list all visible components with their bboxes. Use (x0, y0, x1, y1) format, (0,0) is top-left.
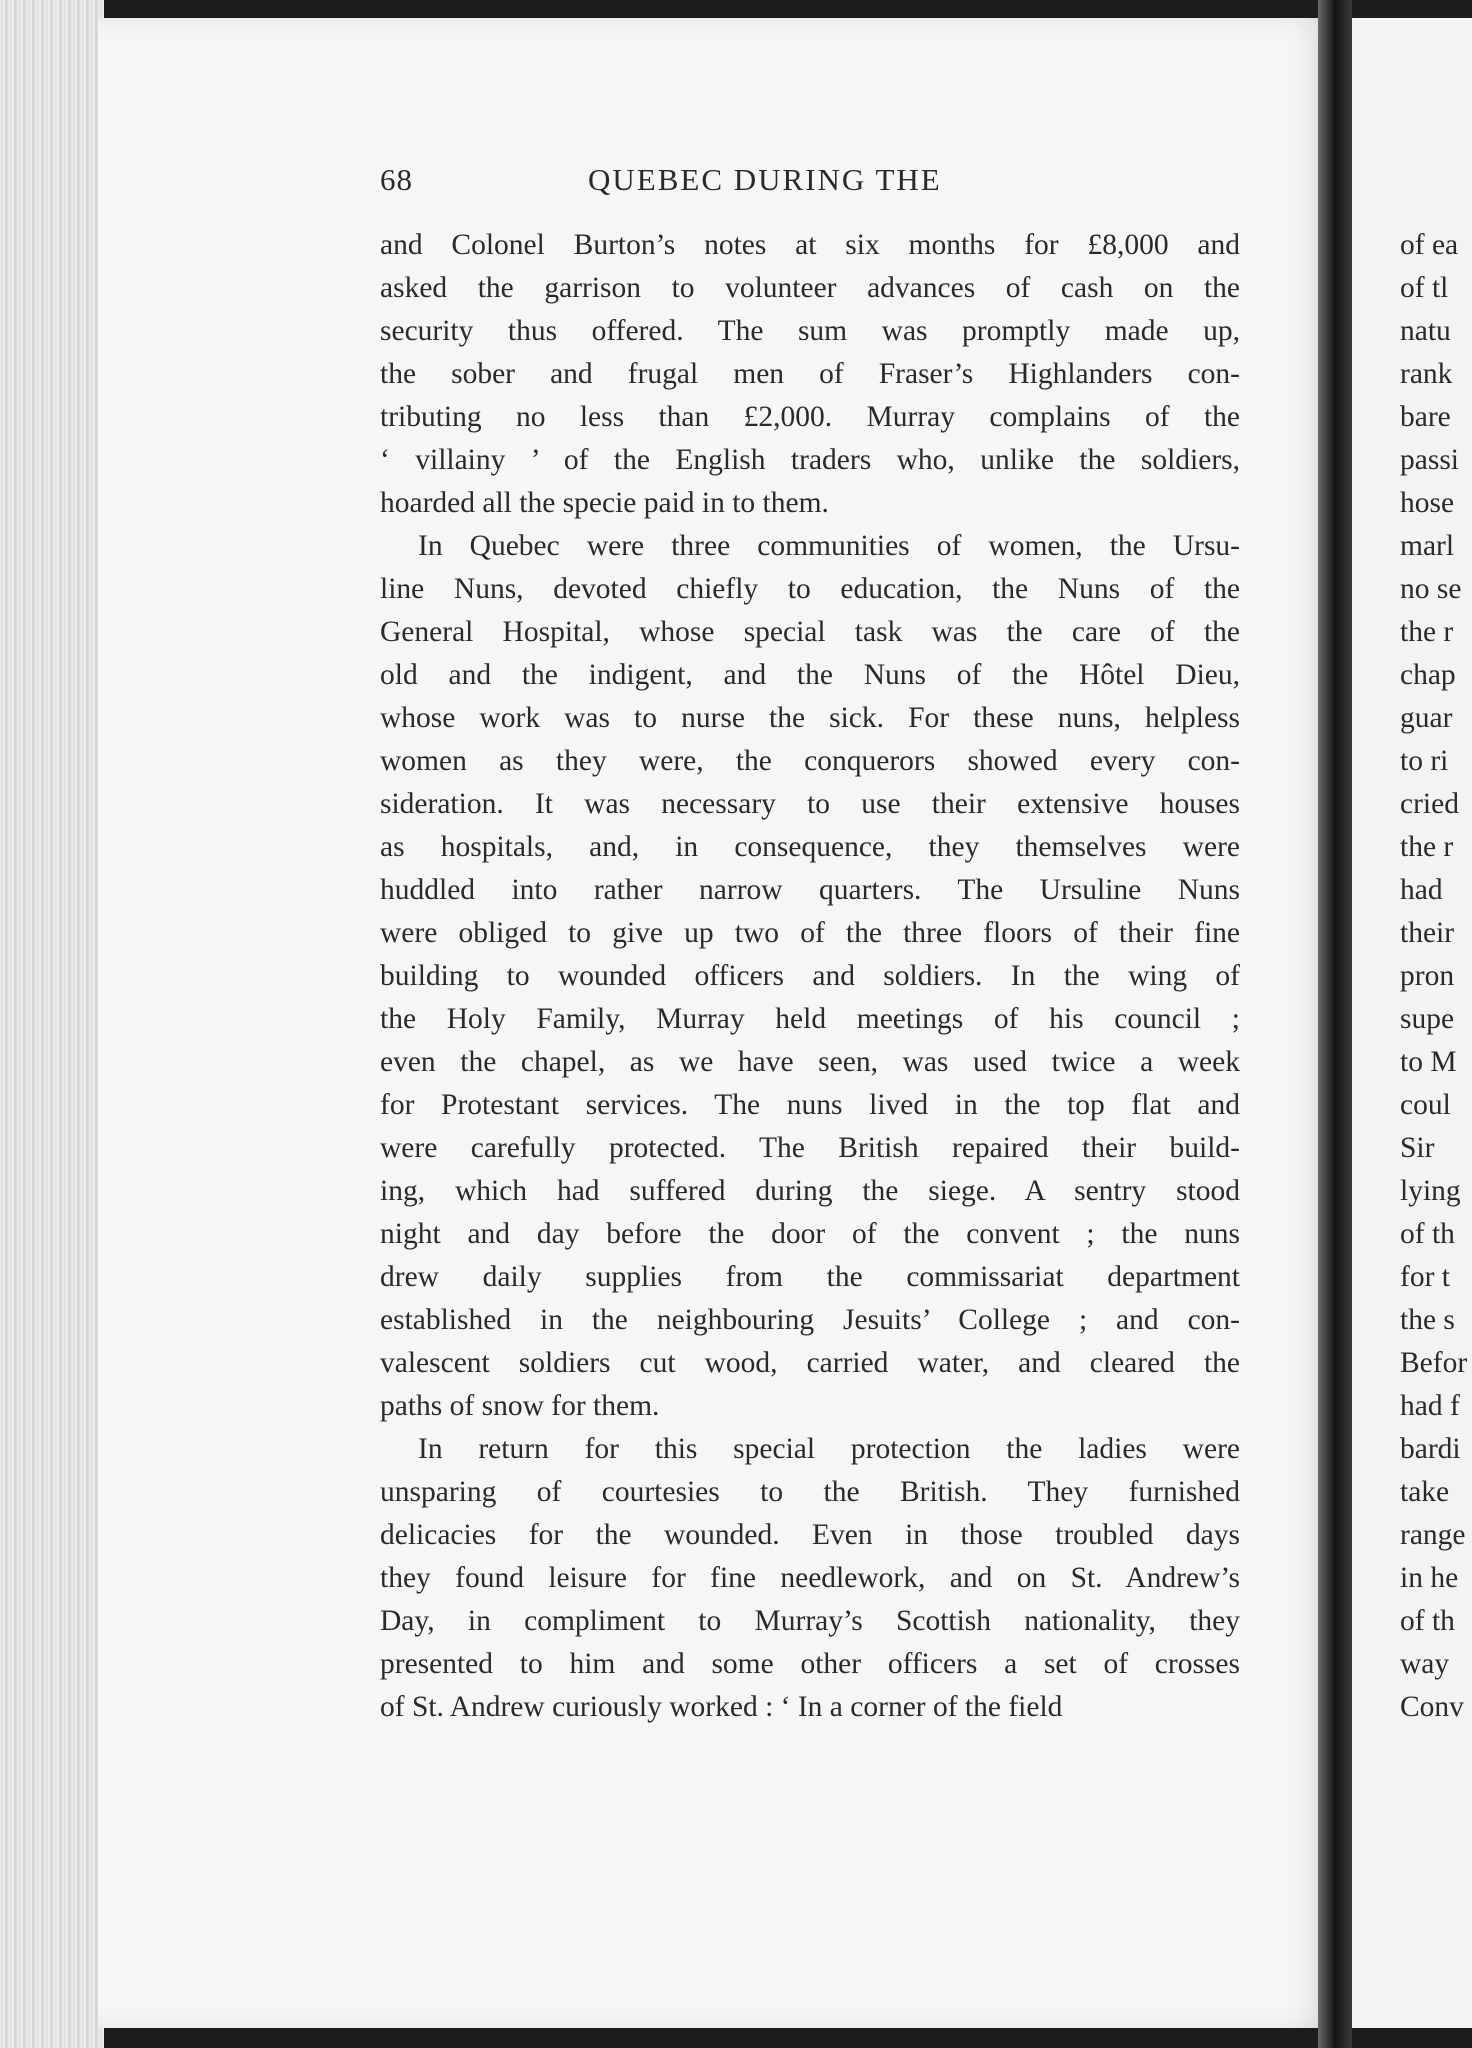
facing-page-line: passi (1400, 444, 1459, 476)
facing-page-line: for t (1400, 1261, 1450, 1293)
text-line: whose work was to nurse the sick. For these nuns, helpless (380, 702, 1240, 734)
text-line: night and day before the door of the convent ; the nuns (380, 1218, 1240, 1250)
text-line: In Quebec were three communities of women, the Ursu- (418, 530, 1240, 562)
text-line: as hospitals, and, in consequence, they themselves were (380, 831, 1240, 863)
text-line: hoarded all the specie paid in to them. (380, 487, 829, 519)
text-line: old and the indigent, and the Nuns of the Hôtel Dieu, (380, 659, 1240, 691)
facing-page-line: of ea (1400, 229, 1459, 261)
facing-page-line: marl (1400, 530, 1455, 562)
page-header (380, 162, 1240, 212)
facing-page-line: the s (1400, 1304, 1455, 1336)
page-number: 68 (380, 162, 413, 197)
text-line: building to wounded officers and soldiers. In the wing of (380, 960, 1240, 992)
book-page-edges (0, 0, 104, 2048)
text-line: unsparing of courtesies to the British. They furnished (380, 1476, 1240, 1508)
text-line: sideration. It was necessary to use their extensive houses (380, 788, 1240, 820)
facing-page-line: Conv (1400, 1691, 1464, 1723)
facing-page-line: supe (1400, 1003, 1455, 1035)
book-gutter (1318, 0, 1352, 2048)
facing-page-line: their (1400, 917, 1455, 949)
facing-page-line: no se (1400, 573, 1462, 605)
text-line: the sober and frugal men of Fraser’s Highlanders con- (380, 358, 1240, 390)
facing-page-line: to ri (1400, 745, 1449, 777)
running-head: QUEBEC DURING THE (588, 162, 942, 197)
facing-page-line: Sir (1400, 1132, 1435, 1164)
text-line: women as they were, the conquerors showed every con- (380, 745, 1240, 777)
text-line: ‘ villainy ’ of the English traders who, unlike the soldiers, (380, 444, 1240, 476)
facing-page-text (1400, 224, 1472, 1729)
facing-page-line: rank (1400, 358, 1453, 390)
facing-page-line: of tl (1400, 272, 1449, 304)
facing-page (1352, 18, 1472, 2028)
text-line: tributing no less than £2,000. Murray complains of the (380, 401, 1240, 433)
text-line: of St. Andrew curiously worked : ‘ In a corner of the field (380, 1691, 1063, 1723)
text-line: they found leisure for fine needlework, and on St. Andrew’s (380, 1562, 1240, 1594)
facing-page-line: guar (1400, 702, 1453, 734)
text-line: presented to him and some other officers a set of crosses (380, 1648, 1240, 1680)
facing-page-line: in he (1400, 1562, 1459, 1594)
facing-page-line: coul (1400, 1089, 1451, 1121)
text-line: for Protestant services. The nuns lived in the top flat and (380, 1089, 1240, 1121)
facing-page-line: to M (1400, 1046, 1457, 1078)
text-line: even the chapel, as we have seen, was used twice a week (380, 1046, 1240, 1078)
facing-page-line: cried (1400, 788, 1459, 820)
body-text (380, 224, 1240, 1729)
paragraph (380, 1428, 1240, 1729)
facing-page-line: had f (1400, 1390, 1460, 1422)
facing-page-line: range (1400, 1519, 1466, 1551)
facing-page-line: take (1400, 1476, 1450, 1508)
text-line: security thus offered. The sum was promptly made up, (380, 315, 1240, 347)
text-line: huddled into rather narrow quarters. The Ursuline Nuns (380, 874, 1240, 906)
text-line: the Holy Family, Murray held meetings of his council ; (380, 1003, 1240, 1035)
facing-page-line: hose (1400, 487, 1455, 519)
facing-page-line: bare (1400, 401, 1451, 433)
facing-page-line: the r (1400, 831, 1454, 863)
facing-page-line: chap (1400, 659, 1456, 691)
facing-page-line: pron (1400, 960, 1455, 992)
text-line: General Hospital, whose special task was the care of the (380, 616, 1240, 648)
facing-page-line: natu (1400, 315, 1451, 347)
text-line: delicacies for the wounded. Even in those troubled days (380, 1519, 1240, 1551)
facing-page-line: had (1400, 874, 1443, 906)
paragraph (380, 525, 1240, 1428)
text-line: were obliged to give up two of the three floors of their fine (380, 917, 1240, 949)
text-line: were carefully protected. The British repaired their build- (380, 1132, 1240, 1164)
text-line: valescent soldiers cut wood, carried water, and cleared the (380, 1347, 1240, 1379)
text-line: line Nuns, devoted chiefly to education, the Nuns of the (380, 573, 1240, 605)
facing-page-line: bardi (1400, 1433, 1461, 1465)
text-line: ing, which had suffered during the siege. A sentry stood (380, 1175, 1240, 1207)
text-line: and Colonel Burton’s notes at six months for £8,000 and (380, 229, 1240, 261)
facing-page-line: Befor (1400, 1347, 1468, 1379)
facing-page-line: of th (1400, 1218, 1455, 1250)
facing-page-line: the r (1400, 616, 1454, 648)
facing-page-line: way (1400, 1648, 1450, 1680)
text-line: asked the garrison to volunteer advances of cash on the (380, 272, 1240, 304)
paragraph (380, 224, 1240, 525)
text-line: established in the neighbouring Jesuits’ College ; and con- (380, 1304, 1240, 1336)
text-line: drew daily supplies from the commissariat department (380, 1261, 1240, 1293)
text-line: In return for this special protection the ladies were (418, 1433, 1240, 1465)
facing-page-line: of th (1400, 1605, 1455, 1637)
facing-page-line: lying (1400, 1175, 1461, 1207)
text-line: Day, in compliment to Murray’s Scottish nationality, they (380, 1605, 1240, 1637)
text-line: paths of snow for them. (380, 1390, 660, 1422)
